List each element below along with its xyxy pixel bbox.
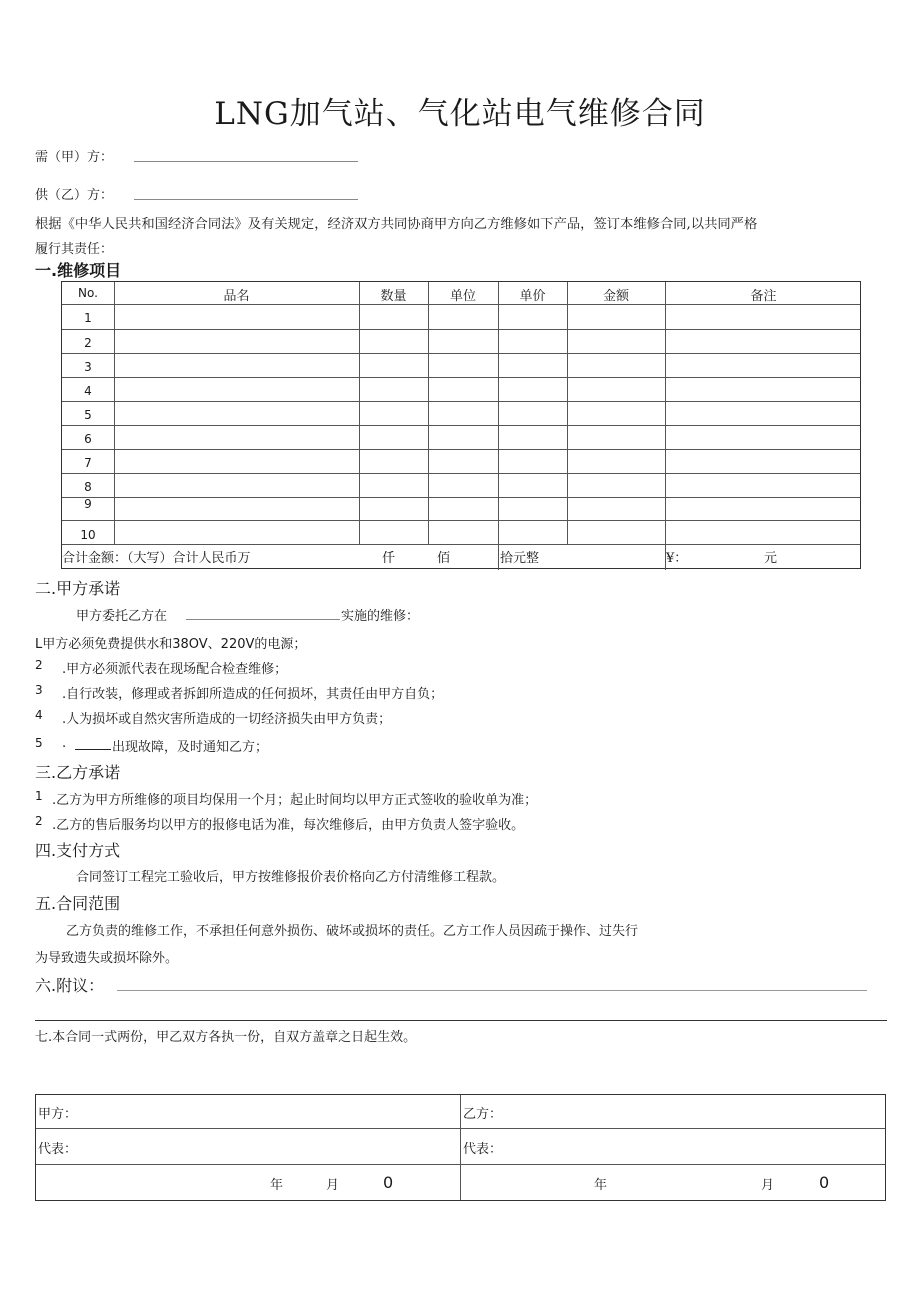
- section-1-heading: 一.维修项目: [35, 261, 122, 280]
- section-2-intro-prefix: 甲方委托乙方在: [76, 609, 168, 624]
- party-a-day: 0: [383, 1173, 394, 1192]
- party-b-seal-label: 乙方：: [463, 1107, 503, 1122]
- party-b-rep-label: 代表：: [463, 1142, 503, 1157]
- location-field[interactable]: [186, 619, 340, 620]
- section-3-heading: 三.乙方承诺: [35, 763, 121, 782]
- row-number: 7: [84, 456, 92, 470]
- row-number: 4: [84, 384, 92, 398]
- row-number: 6: [84, 432, 92, 446]
- item-number: 1: [35, 789, 43, 803]
- row-number: 8: [84, 480, 92, 494]
- party-b-field[interactable]: [134, 199, 358, 200]
- section-5-line-2: 为导致遗失或损坏除外。: [35, 951, 179, 966]
- total-yuan: 元: [764, 551, 778, 566]
- contract-title: LNG加气站、气化站电气维修合同: [214, 96, 706, 132]
- section-7-text: 七.本合同一式两份，甲乙双方各执一份，自双方盖章之日起生效。: [35, 1030, 417, 1045]
- repair-items-table: [61, 281, 861, 569]
- header-name: 品名: [223, 289, 250, 304]
- section-2-heading: 二.甲方承诺: [35, 579, 121, 598]
- row-number: 2: [84, 336, 92, 350]
- item-number: 4: [35, 708, 43, 722]
- section-2-item-3: .自行改装，修理或者拆卸所造成的任何损坏，其责任由甲方自负；: [62, 687, 444, 702]
- party-a-year: 年: [270, 1178, 284, 1193]
- total-bai: 佰: [437, 551, 451, 566]
- party-b-day: 0: [819, 1173, 830, 1192]
- total-yen: ¥：: [666, 551, 688, 566]
- header-unit-price: 单价: [519, 289, 546, 304]
- section-2-item-2: .甲方必须派代表在现场配合检查维修；: [62, 662, 288, 677]
- signature-table: [35, 1094, 886, 1201]
- header-quantity: 数量: [380, 289, 407, 304]
- section-3-item-1: .乙方为甲方所维修的项目均保用一个月；起止时间均以甲方正式签收的验收单为准；: [52, 793, 538, 808]
- addendum-field[interactable]: [117, 990, 867, 991]
- section-5-heading: 五.合同范围: [35, 894, 121, 913]
- row-number: 10: [80, 528, 96, 542]
- section-2-item-5-dot: .: [62, 736, 67, 751]
- party-a-rep-label: 代表：: [38, 1142, 78, 1157]
- section-divider: [35, 1020, 887, 1021]
- item-number: 2: [35, 814, 43, 828]
- section-5-line-1: 乙方负责的维修工作，不承担任何意外损伤、破坏或损坏的责任。乙方工作人员因疏于操作、过失行: [66, 924, 639, 939]
- party-b-label: 供（乙）方：: [35, 188, 114, 203]
- party-a-field[interactable]: [134, 161, 358, 162]
- row-number: 5: [84, 408, 92, 422]
- total-amount-label: 合计金额：（大写）合计人民币万: [62, 551, 251, 566]
- header-amount: 金额: [602, 289, 629, 304]
- party-b-month: 月: [761, 1178, 775, 1193]
- intro-line-2: 履行其责任：: [35, 242, 114, 257]
- party-a-label: 需（甲）方：: [35, 150, 114, 165]
- section-2-item-1: L甲方必须免费提供水和38OV、220V的电源；: [35, 637, 307, 652]
- item-5-blank-field[interactable]: [75, 749, 111, 750]
- section-4-heading: 四.支付方式: [35, 841, 121, 860]
- row-number: 1: [84, 311, 92, 325]
- section-2-item-4: .人为损坏或自然灾害所造成的一切经济损失由甲方负责；: [62, 712, 392, 727]
- item-number: 3: [35, 683, 43, 697]
- header-remarks: 备注: [750, 289, 777, 304]
- item-number: 2: [35, 658, 43, 672]
- intro-line-1: 根据《中华人民共和国经济合同法》及有关规定，经济双方共同协商甲方向乙方维修如下产品，签订本维修合同,以共同严格: [35, 217, 758, 232]
- party-a-month: 月: [326, 1178, 340, 1193]
- row-number: 3: [84, 360, 92, 374]
- row-number: 9: [84, 497, 92, 511]
- party-b-year: 年: [594, 1178, 608, 1193]
- section-4-text: 合同签订工程完工验收后，甲方按维修报价表价格向乙方付清维修工程款。: [76, 870, 506, 885]
- section-2-item-5: 出现故障，及时通知乙方；: [112, 740, 269, 755]
- total-qian: 仟: [382, 551, 396, 566]
- section-3-item-2: .乙方的售后服务均以甲方的报修电话为准，每次维修后，由甲方负责人签字验收。: [52, 818, 525, 833]
- total-shi: 拾元整: [500, 551, 540, 566]
- header-unit: 单位: [449, 289, 476, 304]
- party-a-seal-label: 甲方：: [38, 1107, 78, 1122]
- header-no: No.: [78, 286, 98, 300]
- item-number: 5: [35, 736, 43, 750]
- section-6-heading: 六.附议：: [35, 976, 105, 995]
- section-2-intro-suffix: 实施的维修：: [341, 609, 420, 624]
